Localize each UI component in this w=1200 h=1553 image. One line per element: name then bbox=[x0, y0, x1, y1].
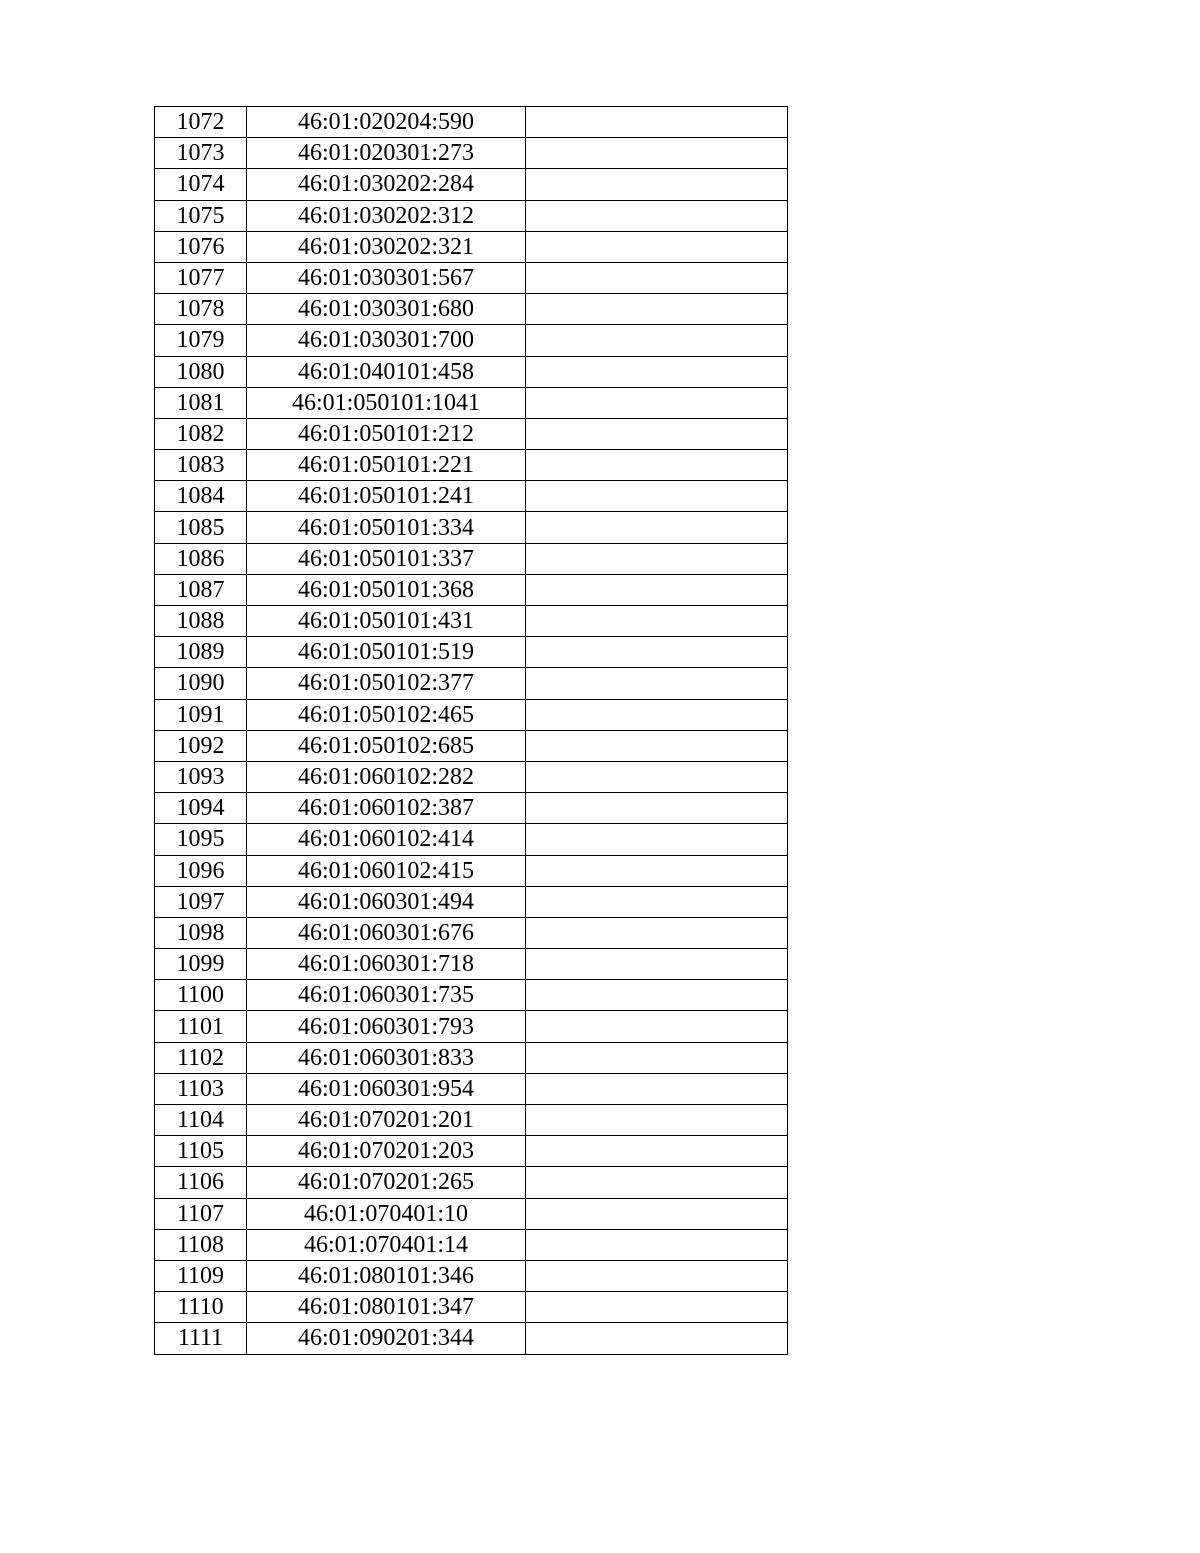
row-number-cell: 1083 bbox=[155, 450, 247, 481]
table-row bbox=[155, 574, 788, 605]
note-cell bbox=[526, 917, 788, 948]
cadastral-number-cell: 46:01:050102:685 bbox=[247, 730, 526, 761]
note-cell bbox=[526, 1198, 788, 1229]
table-row bbox=[155, 169, 788, 200]
cadastral-number-cell: 46:01:050101:337 bbox=[247, 543, 526, 574]
table-row bbox=[155, 699, 788, 730]
table-row bbox=[155, 200, 788, 231]
note-cell bbox=[526, 824, 788, 855]
table-row bbox=[155, 917, 788, 948]
note-cell bbox=[526, 1011, 788, 1042]
note-cell bbox=[526, 543, 788, 574]
row-number-cell: 1094 bbox=[155, 793, 247, 824]
note-cell bbox=[526, 450, 788, 481]
row-number-cell: 1090 bbox=[155, 668, 247, 699]
row-number-cell: 1086 bbox=[155, 543, 247, 574]
table-row bbox=[155, 668, 788, 699]
note-cell bbox=[526, 107, 788, 138]
note-cell bbox=[526, 1105, 788, 1136]
table-row bbox=[155, 325, 788, 356]
note-cell bbox=[526, 231, 788, 262]
cadastral-number-cell: 46:01:050101:1041 bbox=[247, 387, 526, 418]
table-row bbox=[155, 1292, 788, 1323]
row-number-cell: 1079 bbox=[155, 325, 247, 356]
cadastral-number-cell: 46:01:030301:700 bbox=[247, 325, 526, 356]
note-cell bbox=[526, 699, 788, 730]
table-row bbox=[155, 543, 788, 574]
table-row bbox=[155, 1229, 788, 1260]
table-row bbox=[155, 231, 788, 262]
cadastral-number-cell: 46:01:060102:387 bbox=[247, 793, 526, 824]
row-number-cell: 1084 bbox=[155, 481, 247, 512]
table-row bbox=[155, 824, 788, 855]
table-row bbox=[155, 793, 788, 824]
cadastral-number-cell: 46:01:050101:212 bbox=[247, 418, 526, 449]
cadastral-number-cell: 46:01:050101:519 bbox=[247, 637, 526, 668]
cadastral-number-cell: 46:01:060301:676 bbox=[247, 917, 526, 948]
row-number-cell: 1091 bbox=[155, 699, 247, 730]
cadastral-number-cell: 46:01:050101:221 bbox=[247, 450, 526, 481]
cadastral-number-cell: 46:01:030301:567 bbox=[247, 262, 526, 293]
table-row bbox=[155, 606, 788, 637]
row-number-cell: 1107 bbox=[155, 1198, 247, 1229]
note-cell bbox=[526, 1323, 788, 1354]
row-number-cell: 1100 bbox=[155, 980, 247, 1011]
table-row bbox=[155, 1260, 788, 1291]
row-number-cell: 1104 bbox=[155, 1105, 247, 1136]
table-row bbox=[155, 450, 788, 481]
note-cell bbox=[526, 637, 788, 668]
row-number-cell: 1076 bbox=[155, 231, 247, 262]
cadastral-number-cell: 46:01:060102:414 bbox=[247, 824, 526, 855]
cadastral-number-cell: 46:01:030202:284 bbox=[247, 169, 526, 200]
note-cell bbox=[526, 980, 788, 1011]
table-row bbox=[155, 1105, 788, 1136]
note-cell bbox=[526, 356, 788, 387]
cadastral-number-cell: 46:01:050101:431 bbox=[247, 606, 526, 637]
row-number-cell: 1073 bbox=[155, 138, 247, 169]
table-body bbox=[155, 107, 788, 1355]
row-number-cell: 1082 bbox=[155, 418, 247, 449]
cadastral-number-cell: 46:01:070401:14 bbox=[247, 1229, 526, 1260]
row-number-cell: 1095 bbox=[155, 824, 247, 855]
table-row bbox=[155, 637, 788, 668]
note-cell bbox=[526, 325, 788, 356]
cadastral-number-cell: 46:01:020301:273 bbox=[247, 138, 526, 169]
row-number-cell: 1085 bbox=[155, 512, 247, 543]
cadastral-number-cell: 46:01:060102:282 bbox=[247, 761, 526, 792]
note-cell bbox=[526, 1136, 788, 1167]
table-row bbox=[155, 356, 788, 387]
note-cell bbox=[526, 1167, 788, 1198]
note-cell bbox=[526, 387, 788, 418]
note-cell bbox=[526, 574, 788, 605]
cadastral-number-cell: 46:01:020204:590 bbox=[247, 107, 526, 138]
note-cell bbox=[526, 262, 788, 293]
table-row bbox=[155, 294, 788, 325]
cadastral-number-cell: 46:01:050101:241 bbox=[247, 481, 526, 512]
table-row bbox=[155, 138, 788, 169]
cadastral-number-cell: 46:01:060301:793 bbox=[247, 1011, 526, 1042]
note-cell bbox=[526, 200, 788, 231]
row-number-cell: 1096 bbox=[155, 855, 247, 886]
table-row bbox=[155, 1042, 788, 1073]
row-number-cell: 1103 bbox=[155, 1073, 247, 1104]
row-number-cell: 1105 bbox=[155, 1136, 247, 1167]
cadastral-number-cell: 46:01:050102:465 bbox=[247, 699, 526, 730]
cadastral-number-cell: 46:01:060301:954 bbox=[247, 1073, 526, 1104]
row-number-cell: 1081 bbox=[155, 387, 247, 418]
table-row bbox=[155, 418, 788, 449]
row-number-cell: 1092 bbox=[155, 730, 247, 761]
table-row bbox=[155, 1167, 788, 1198]
row-number-cell: 1075 bbox=[155, 200, 247, 231]
cadastral-number-cell: 46:01:040101:458 bbox=[247, 356, 526, 387]
cadastral-number-cell: 46:01:060301:718 bbox=[247, 949, 526, 980]
cadastral-number-cell: 46:01:050101:334 bbox=[247, 512, 526, 543]
note-cell bbox=[526, 512, 788, 543]
cadastral-number-cell: 46:01:070201:265 bbox=[247, 1167, 526, 1198]
table-row bbox=[155, 886, 788, 917]
row-number-cell: 1097 bbox=[155, 886, 247, 917]
table-row bbox=[155, 1011, 788, 1042]
cadastral-number-cell: 46:01:090201:344 bbox=[247, 1323, 526, 1354]
table-row bbox=[155, 730, 788, 761]
note-cell bbox=[526, 886, 788, 917]
row-number-cell: 1072 bbox=[155, 107, 247, 138]
cadastral-number-cell: 46:01:060301:494 bbox=[247, 886, 526, 917]
note-cell bbox=[526, 294, 788, 325]
row-number-cell: 1074 bbox=[155, 169, 247, 200]
cadastral-number-cell: 46:01:060301:735 bbox=[247, 980, 526, 1011]
cadastral-number-cell: 46:01:070401:10 bbox=[247, 1198, 526, 1229]
note-cell bbox=[526, 793, 788, 824]
note-cell bbox=[526, 730, 788, 761]
row-number-cell: 1108 bbox=[155, 1229, 247, 1260]
table-row bbox=[155, 262, 788, 293]
cadastral-number-cell: 46:01:080101:347 bbox=[247, 1292, 526, 1323]
cadastral-number-cell: 46:01:030202:312 bbox=[247, 200, 526, 231]
table-row bbox=[155, 761, 788, 792]
note-cell bbox=[526, 1260, 788, 1291]
note-cell bbox=[526, 606, 788, 637]
row-number-cell: 1077 bbox=[155, 262, 247, 293]
cadastral-number-cell: 46:01:030202:321 bbox=[247, 231, 526, 262]
table-row bbox=[155, 481, 788, 512]
cadastral-number-cell: 46:01:060301:833 bbox=[247, 1042, 526, 1073]
row-number-cell: 1099 bbox=[155, 949, 247, 980]
cadastral-number-cell: 46:01:070201:203 bbox=[247, 1136, 526, 1167]
note-cell bbox=[526, 1042, 788, 1073]
row-number-cell: 1078 bbox=[155, 294, 247, 325]
row-number-cell: 1106 bbox=[155, 1167, 247, 1198]
table-row bbox=[155, 1198, 788, 1229]
table-row bbox=[155, 1136, 788, 1167]
table-row bbox=[155, 512, 788, 543]
cadastral-number-cell: 46:01:080101:346 bbox=[247, 1260, 526, 1291]
table-row bbox=[155, 980, 788, 1011]
table-row bbox=[155, 855, 788, 886]
note-cell bbox=[526, 1229, 788, 1260]
row-number-cell: 1098 bbox=[155, 917, 247, 948]
row-number-cell: 1101 bbox=[155, 1011, 247, 1042]
row-number-cell: 1102 bbox=[155, 1042, 247, 1073]
table-row bbox=[155, 949, 788, 980]
cadastral-number-cell: 46:01:060102:415 bbox=[247, 855, 526, 886]
note-cell bbox=[526, 668, 788, 699]
note-cell bbox=[526, 481, 788, 512]
row-number-cell: 1088 bbox=[155, 606, 247, 637]
note-cell bbox=[526, 138, 788, 169]
row-number-cell: 1089 bbox=[155, 637, 247, 668]
row-number-cell: 1109 bbox=[155, 1260, 247, 1291]
note-cell bbox=[526, 855, 788, 886]
row-number-cell: 1110 bbox=[155, 1292, 247, 1323]
cadastral-number-cell: 46:01:070201:201 bbox=[247, 1105, 526, 1136]
note-cell bbox=[526, 169, 788, 200]
cadastral-table bbox=[154, 106, 788, 1355]
table-row bbox=[155, 1073, 788, 1104]
note-cell bbox=[526, 761, 788, 792]
row-number-cell: 1093 bbox=[155, 761, 247, 792]
row-number-cell: 1087 bbox=[155, 574, 247, 605]
cadastral-number-cell: 46:01:050101:368 bbox=[247, 574, 526, 605]
table-row bbox=[155, 1323, 788, 1354]
note-cell bbox=[526, 418, 788, 449]
cadastral-number-cell: 46:01:050102:377 bbox=[247, 668, 526, 699]
row-number-cell: 1080 bbox=[155, 356, 247, 387]
note-cell bbox=[526, 1292, 788, 1323]
note-cell bbox=[526, 949, 788, 980]
cadastral-number-cell: 46:01:030301:680 bbox=[247, 294, 526, 325]
note-cell bbox=[526, 1073, 788, 1104]
table-row bbox=[155, 107, 788, 138]
row-number-cell: 1111 bbox=[155, 1323, 247, 1354]
table-row bbox=[155, 387, 788, 418]
